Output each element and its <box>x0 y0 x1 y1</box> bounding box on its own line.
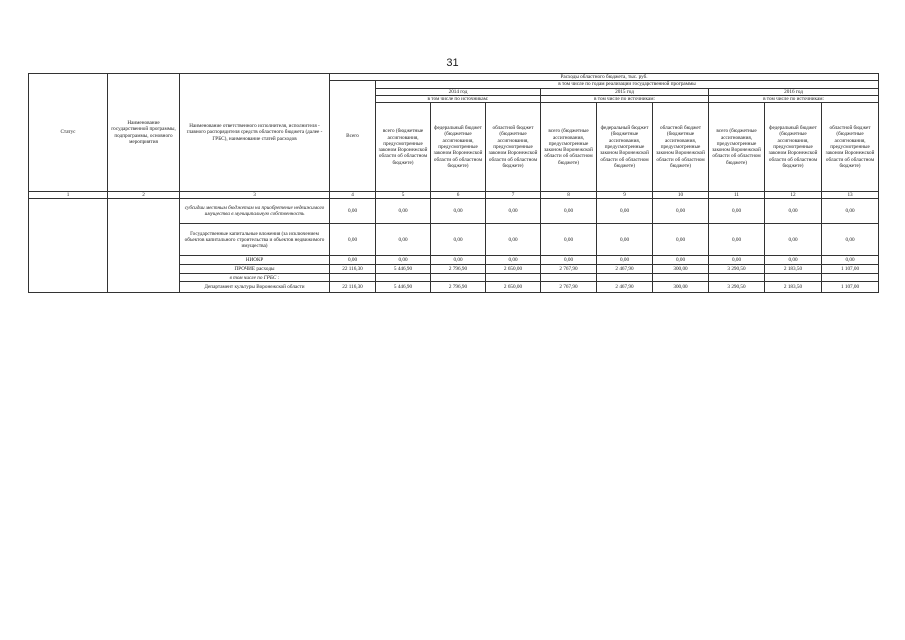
cell-value: 2 467,90 <box>597 282 653 293</box>
column-number: 1 <box>29 192 108 199</box>
page-number: 31 <box>446 57 459 69</box>
header-year-2014: 2014 год <box>376 88 541 95</box>
cell-value <box>541 274 597 282</box>
row-label: в том числе по ГРБС : <box>180 274 330 282</box>
cell-value: 0,00 <box>653 256 709 265</box>
cell-value: 0,00 <box>597 256 653 265</box>
column-number: 5 <box>376 192 431 199</box>
header-sources-2014: в том числе по источникам: <box>376 95 541 102</box>
column-number: 10 <box>653 192 709 199</box>
cell-value: 0,00 <box>597 224 653 256</box>
cell-total <box>330 274 376 282</box>
cell-value: 300,00 <box>653 282 709 293</box>
cell-value: 0,00 <box>765 256 822 265</box>
header-col-all-2014: всего (бюджетные ассигнования, предусмотренные законом Воронежской области об областном бюджете) <box>376 103 431 192</box>
column-number: 2 <box>108 192 180 199</box>
cell-value: 1 107,00 <box>822 282 879 293</box>
column-number: 8 <box>541 192 597 199</box>
cell-value: 0,00 <box>431 256 486 265</box>
column-number-row <box>29 192 879 199</box>
cell-value: 0,00 <box>653 199 709 224</box>
cell-total: 0,00 <box>330 224 376 256</box>
cell-value: 0,00 <box>541 199 597 224</box>
program-name-cell <box>108 199 180 293</box>
cell-total: 0,00 <box>330 199 376 224</box>
cell-value: 0,00 <box>653 224 709 256</box>
column-number: 11 <box>709 192 765 199</box>
cell-value: 3 290,50 <box>709 282 765 293</box>
column-number: 6 <box>431 192 486 199</box>
cell-value: 0,00 <box>709 224 765 256</box>
cell-value: 0,00 <box>431 224 486 256</box>
header-total: Всего <box>330 81 376 192</box>
cell-value <box>431 274 486 282</box>
header-col-all-2016: всего (бюджетные ассигнования, предусмотренные законом Воронежской области об областном бюджете) <box>709 103 765 192</box>
status-cell <box>29 199 108 293</box>
cell-value: 3 290,50 <box>709 265 765 274</box>
cell-value <box>486 274 541 282</box>
cell-value: 2 467,90 <box>597 265 653 274</box>
row-label: субсидии местным бюджетам на приобретение недвижимого имущества в муниципальную собственность <box>180 199 330 224</box>
cell-value: 2 183,50 <box>765 282 822 293</box>
cell-value <box>653 274 709 282</box>
cell-value: 0,00 <box>486 199 541 224</box>
header-status: Статус <box>29 74 108 192</box>
cell-value: 5 446,90 <box>376 265 431 274</box>
cell-value <box>709 274 765 282</box>
cell-value <box>822 274 879 282</box>
column-number: 3 <box>180 192 330 199</box>
cell-value: 2 796,90 <box>431 265 486 274</box>
cell-value: 0,00 <box>822 256 879 265</box>
header-year-2016: 2016 год <box>709 88 879 95</box>
column-number: 9 <box>597 192 653 199</box>
table-row <box>29 199 879 224</box>
cell-value <box>765 274 822 282</box>
column-number: 13 <box>822 192 879 199</box>
header-col-regional-2016: областной бюджет (бюджетные ассигнования, предусмотренные законом Воронежской области об областном бюджете) <box>822 103 879 192</box>
cell-value: 0,00 <box>376 256 431 265</box>
column-number: 7 <box>486 192 541 199</box>
cell-value: 0,00 <box>822 224 879 256</box>
header-col-all-2015: всего (бюджетные ассигнования, предусмотренные законом Воронежской области об областном бюджете) <box>541 103 597 192</box>
cell-value: 0,00 <box>431 199 486 224</box>
cell-value <box>376 274 431 282</box>
cell-value: 2 650,00 <box>486 282 541 293</box>
budget-table <box>28 73 879 293</box>
header-by-years: в том числе по годам реализации государственной программы <box>376 81 879 88</box>
cell-value: 0,00 <box>765 224 822 256</box>
cell-value: 2 767,90 <box>541 282 597 293</box>
cell-value: 0,00 <box>709 256 765 265</box>
row-label: НИОКР <box>180 256 330 265</box>
header-col-federal-2016: федеральный бюджет (бюджетные ассигнования, предусмотренные законом Воронежской области об областном бюджете) <box>765 103 822 192</box>
cell-value <box>597 274 653 282</box>
header-sources-2015: в том числе по источникам: <box>541 95 709 102</box>
header-col-regional-2015: областной бюджет (бюджетные ассигнования, предусмотренные законом Воронежской области об областном бюджете) <box>653 103 709 192</box>
cell-total: 0,00 <box>330 256 376 265</box>
cell-value: 300,00 <box>653 265 709 274</box>
cell-value: 0,00 <box>376 199 431 224</box>
column-number: 4 <box>330 192 376 199</box>
cell-total: 22 116,30 <box>330 282 376 293</box>
cell-value: 2 796,90 <box>431 282 486 293</box>
header-program-name: Наименование государственной программы, подпрограммы, основного мероприятия <box>108 74 180 192</box>
cell-value: 2 650,00 <box>486 265 541 274</box>
cell-value: 0,00 <box>597 199 653 224</box>
row-label: ПРОЧИЕ расходы <box>180 265 330 274</box>
cell-value: 0,00 <box>709 199 765 224</box>
cell-value: 0,00 <box>376 224 431 256</box>
cell-value: 2 183,50 <box>765 265 822 274</box>
cell-value: 0,00 <box>486 224 541 256</box>
header-col-federal-2015: федеральный бюджет (бюджетные ассигнования, предусмотренные законом Воронежской области об областном бюджете) <box>597 103 653 192</box>
cell-value: 0,00 <box>541 256 597 265</box>
cell-value: 0,00 <box>765 199 822 224</box>
header-year-2015: 2015 год <box>541 88 709 95</box>
cell-value: 2 767,90 <box>541 265 597 274</box>
column-number: 12 <box>765 192 822 199</box>
cell-total: 22 116,30 <box>330 265 376 274</box>
cell-value: 0,00 <box>486 256 541 265</box>
header-expenses-title: Расходы областного бюджета, тыс. руб. <box>330 74 879 81</box>
cell-value: 0,00 <box>822 199 879 224</box>
cell-value: 1 107,00 <box>822 265 879 274</box>
cell-value: 0,00 <box>541 224 597 256</box>
header-executor: Наименование ответственного исполнителя, исполнителя - главного распорядителя средств областного бюджета (далее - ГРБС), наименование статей расходов <box>180 74 330 192</box>
cell-value: 5 446,90 <box>376 282 431 293</box>
header-sources-2016: в том числе по источникам: <box>709 95 879 102</box>
header-col-regional-2014: областной бюджет (бюджетные ассигнования, предусмотренные законом Воронежской области об областном бюджете) <box>486 103 541 192</box>
row-label: Государственные капитальные вложения (за исключением объектов капитального строительства и объектов недвижимого имущества) <box>180 224 330 256</box>
row-label: Департамент культуры Воронежской области <box>180 282 330 293</box>
header-col-federal-2014: федеральный бюджет (бюджетные ассигнования, предусмотренные законом Воронежской области об областном бюджете) <box>431 103 486 192</box>
